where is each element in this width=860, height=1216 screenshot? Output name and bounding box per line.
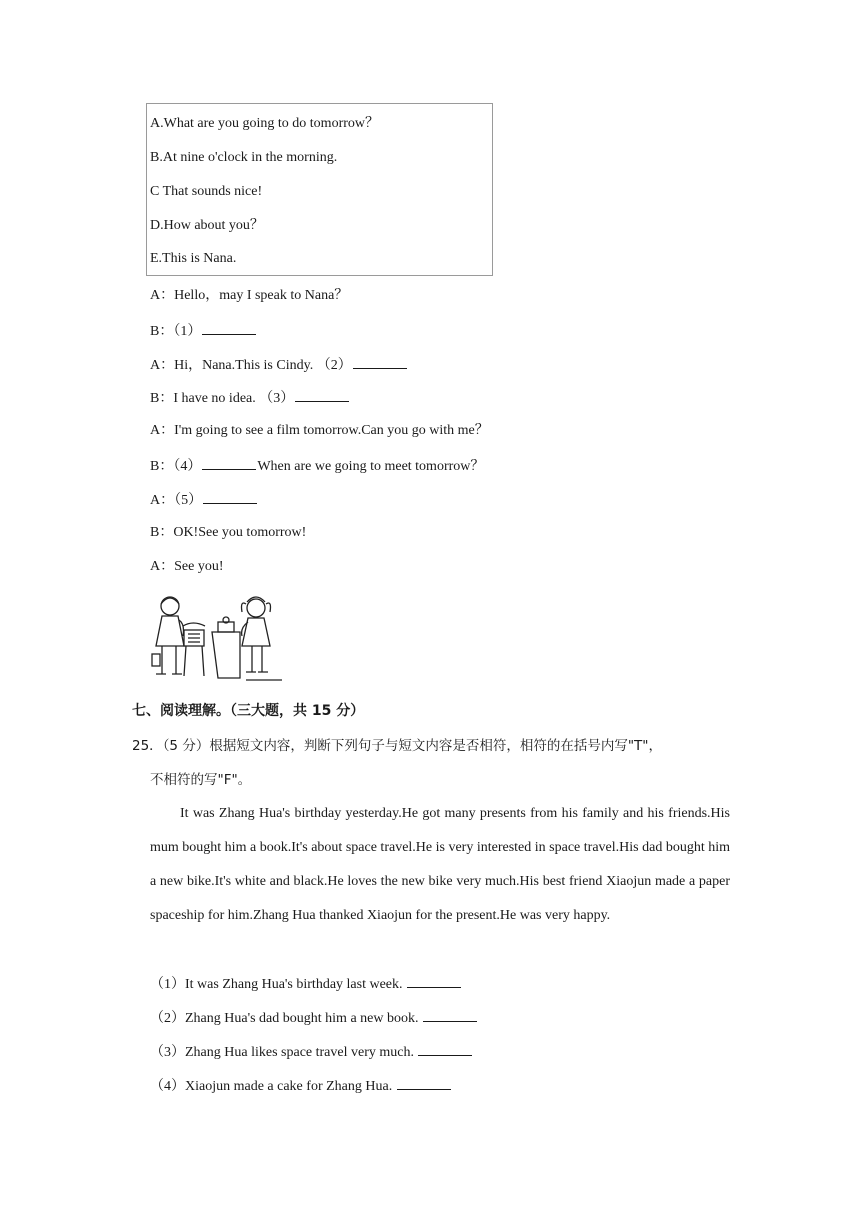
- answer-blank[interactable]: [423, 1007, 477, 1022]
- answer-blank[interactable]: [202, 455, 256, 470]
- dialogue-line: A：（5）: [150, 489, 258, 511]
- answer-blank[interactable]: [295, 387, 349, 402]
- option-b: B.At nine o'clock in the morning.: [150, 150, 338, 165]
- answer-blank[interactable]: [203, 489, 257, 504]
- statement: （2）Zhang Hua's dad bought him a new book.: [150, 1007, 478, 1029]
- option-e: E.This is Nana.: [150, 251, 237, 266]
- section-title: 七、阅读理解。（三大题，共 15 分）: [132, 703, 365, 719]
- question-instruction: 25．（5 分）根据短文内容，判断下列句子与短文内容是否相符，相符的在括号内写"T"，: [132, 738, 662, 754]
- question-instruction-cont: 不相符的写"F"。: [150, 772, 252, 788]
- answer-blank[interactable]: [407, 973, 461, 988]
- statement: （1）It was Zhang Hua's birthday last week.: [150, 973, 462, 995]
- dialogue-line: B：OK!See you tomorrow!: [150, 525, 307, 540]
- reading-passage: It was Zhang Hua's birthday yesterday.He got many presents from his family and his friends.His mum bought him a book.It's about space travel.He is very interested in space travel.His dad bought him a new bike.It's white and black.He loves the new bike very much.His best friend Xiaojun made a paper spaceship for him.Zhang Hua thanked Xiaojun for the present.He was very happy.: [150, 806, 730, 923]
- option-d: D.How about you？: [150, 218, 264, 233]
- dialogue-line: A：Hi，Nana.This is Cindy. （2）: [150, 354, 408, 376]
- dialogue-line: B：（4） When are we going to meet tomorrow？: [150, 455, 484, 477]
- option-a: A.What are you going to do tomorrow？: [150, 116, 380, 131]
- dialogue-line: A：I'm going to see a film tomorrow.Can you go with me？: [150, 423, 489, 438]
- dialogue-line: A：See you!: [150, 559, 224, 574]
- telephone-left: [183, 623, 205, 676]
- dialogue-line: A：Hello，may I speak to Nana？: [150, 288, 349, 303]
- dialogue-line: B：（1）: [150, 320, 257, 342]
- girl-left-figure: [152, 597, 184, 674]
- statement: （4）Xiaojun made a cake for Zhang Hua.: [150, 1075, 452, 1097]
- phone-call-illustration: [148, 590, 282, 686]
- answer-blank[interactable]: [202, 320, 256, 335]
- statement: （3）Zhang Hua likes space travel very much.: [150, 1041, 473, 1063]
- answer-blank[interactable]: [353, 354, 407, 369]
- answer-blank[interactable]: [397, 1075, 451, 1090]
- girl-right-figure: [242, 597, 283, 680]
- dialogue-line: B：I have no idea. （3）: [150, 387, 350, 409]
- option-c: C That sounds nice!: [150, 184, 263, 199]
- telephone-stand-right: [212, 617, 240, 678]
- answer-blank[interactable]: [418, 1041, 472, 1056]
